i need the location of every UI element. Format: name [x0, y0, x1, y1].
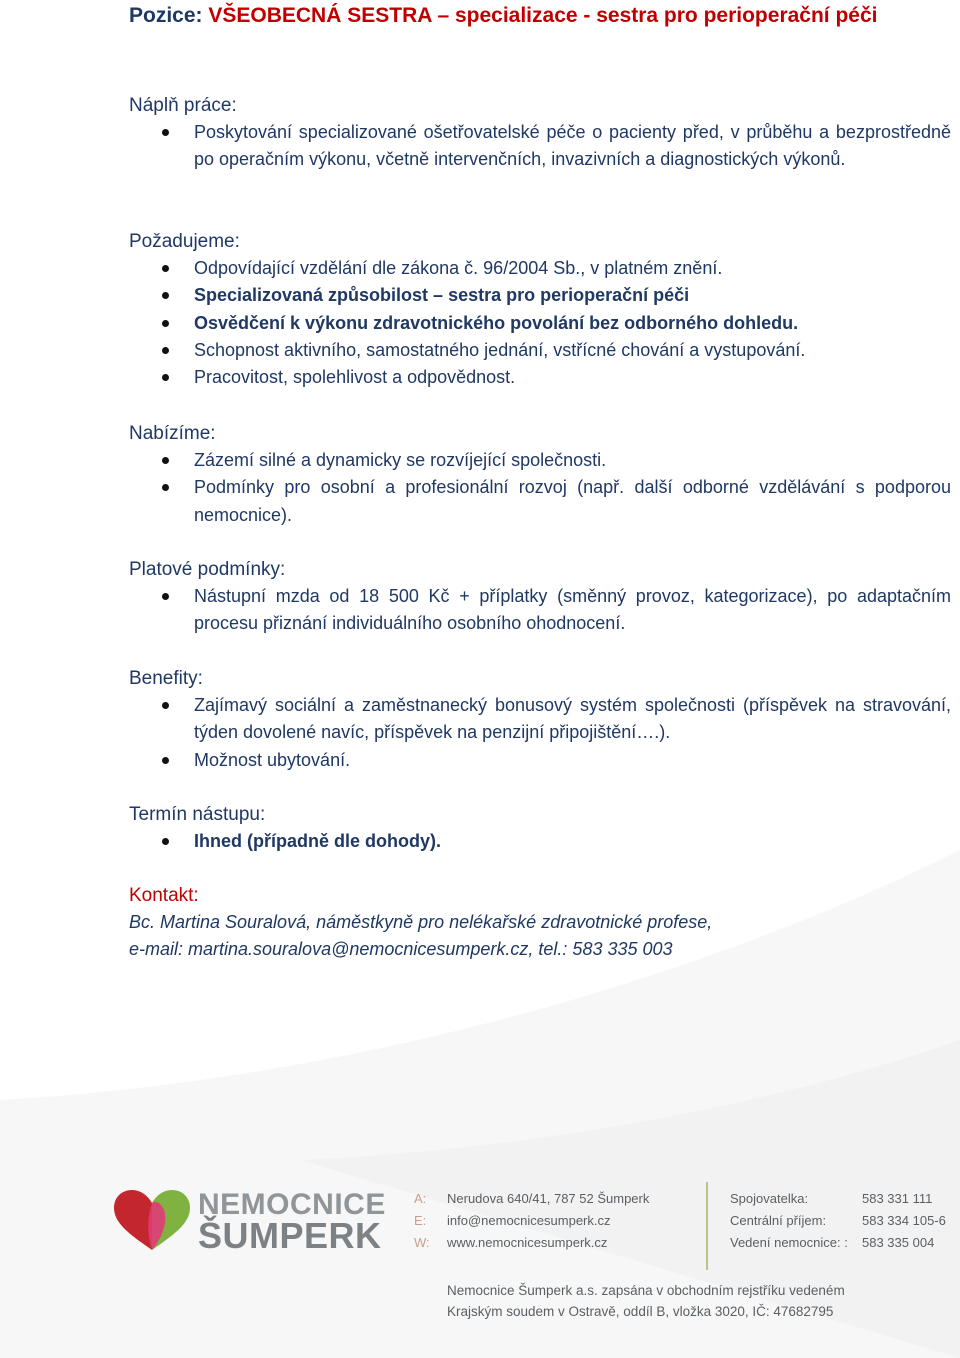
list-item [129, 828, 951, 855]
bullet-icon [162, 265, 169, 272]
section-heading: Náplň práce: [129, 95, 237, 116]
list-item-text: Pracovitost, spolehlivost a odpovědnost. [194, 367, 516, 388]
heart-logo-icon [112, 1188, 192, 1252]
bullet-icon [162, 702, 169, 709]
address-labels [414, 1188, 430, 1254]
list-item [129, 119, 951, 174]
list-item-text: Osvědčení k výkonu zdravotnického povolání bez odborného dohledu. [194, 312, 799, 333]
phone-number: 583 331 111 [862, 1191, 933, 1206]
section-napln-prace [129, 92, 951, 174]
email-label: E: [414, 1213, 427, 1228]
list-item-text: Ihned (případně dle dohody). [194, 831, 441, 851]
phone-labels [730, 1188, 848, 1254]
list-item [129, 583, 951, 638]
logo-wordmark-line2: ŠUMPERK [198, 1215, 382, 1256]
address-label: A: [414, 1191, 427, 1206]
phone-label: Vedení nemocnice: : [730, 1235, 848, 1250]
section-heading: Požadujeme: [129, 231, 240, 252]
list-item-text: Podmínky pro osobní a profesionální rozvoj (např. další odborné vzdělávání s podporou nemocnice). [194, 477, 951, 525]
bullet-icon [162, 320, 169, 327]
list-item [129, 364, 951, 391]
section-heading: Benefity: [129, 668, 203, 689]
phone-values [862, 1188, 946, 1254]
list-item-text: Odpovídající vzdělání dle zákona č. 96/2004 Sb., v platném znění. [194, 258, 723, 278]
bullet-icon [162, 374, 169, 381]
list-item-text: Specializovaná způsobilost – sestra pro perioperační péči [194, 285, 690, 306]
bullet-list [129, 828, 951, 855]
contact-heading: Kontakt: [129, 885, 199, 906]
list-item [129, 747, 951, 774]
section-nabizime [129, 420, 951, 529]
bullet-list [129, 447, 951, 529]
list-item-text: Schopnost aktivního, samostatného jednání, vstřícné chování a vystupování. [194, 339, 806, 360]
list-item [129, 337, 951, 364]
address-value: Nerudova 640/41, 787 52 Šumperk [447, 1191, 650, 1206]
contact-email-phone[interactable]: e-mail: martina.souralova@nemocnicesumperk.cz, tel.: 583 335 003 [129, 939, 673, 959]
bullet-list [129, 692, 951, 774]
list-item [129, 447, 951, 474]
phone-number: 583 334 105-6 [862, 1213, 946, 1228]
position-name: VŠEOBECNÁ SESTRA – specializace - sestra pro perioperační péči [208, 4, 878, 27]
contact-person: Bc. Martina Souralová, náměstkyně pro nelékařské zdravotnické profese, [129, 912, 713, 932]
bullet-icon [162, 292, 169, 299]
registry-line: Nemocnice Šumperk a.s. zapsána v obchodním rejstříku vedeném [447, 1283, 845, 1298]
section-platove-podminky [129, 556, 951, 638]
section-heading: Platové podmínky: [129, 559, 286, 580]
section-pozadujeme [129, 228, 951, 391]
registry-info [447, 1280, 845, 1322]
bullet-list [129, 255, 951, 391]
list-item [129, 474, 951, 529]
page-title [129, 4, 878, 28]
section-termin-nastupu [129, 801, 951, 855]
list-item-text: Možnost ubytování. [194, 749, 351, 770]
website-link[interactable]: www.nemocnicesumperk.cz [447, 1235, 608, 1250]
section-benefity [129, 665, 951, 774]
list-item [129, 310, 951, 337]
footer-divider [706, 1182, 708, 1270]
list-item [129, 255, 951, 282]
section-heading: Nabízíme: [129, 423, 216, 444]
list-item [129, 692, 951, 747]
phone-label: Centrální příjem: [730, 1213, 827, 1228]
bullet-icon [162, 593, 169, 600]
address-values [447, 1188, 649, 1254]
phone-label: Spojovatelka: [730, 1191, 809, 1206]
registry-line: Krajským soudem v Ostravě, oddíl B, vložka 3020, IČ: 47682795 [447, 1304, 834, 1319]
footer [0, 1170, 960, 1358]
list-item-text: Zajímavý sociální a zaměstnanecký bonusový systém společnosti (příspěvek na stravování, týden dovolené navíc, příspěvek na penzijní připojištění….). [194, 695, 951, 743]
bullet-icon [162, 457, 169, 464]
bullet-list [129, 583, 951, 638]
list-item-text: Zázemí silné a dynamicky se rozvíjející společnosti. [194, 450, 607, 470]
bullet-icon [162, 838, 169, 845]
phone-number: 583 335 004 [862, 1235, 935, 1250]
bullet-icon [162, 757, 169, 764]
bullet-icon [162, 347, 169, 354]
list-item [129, 282, 951, 309]
title-prefix: Pozice: [129, 4, 209, 27]
section-heading: Termín nástupu: [129, 804, 266, 825]
bullet-list [129, 119, 951, 174]
logo-wordmark-line1: NEMOCNICE [198, 1188, 386, 1221]
bullet-icon [162, 484, 169, 491]
section-kontakt [129, 882, 951, 963]
list-item-text: Poskytování specializované ošetřovatelské péče o pacienty před, v průběhu a bezprostředně po operačním výkonu, včetně intervenčních, invazivních a diagnostických výkonů. [194, 122, 951, 170]
web-label: W: [414, 1235, 430, 1250]
bullet-icon [162, 129, 169, 136]
list-item-text: Nástupní mzda od 18 500 Kč + příplatky (směnný provoz, kategorizace), po adaptačním procesu přiznání individuálního osobního ohodnocení. [194, 586, 951, 634]
email-link[interactable]: info@nemocnicesumperk.cz [447, 1213, 611, 1228]
